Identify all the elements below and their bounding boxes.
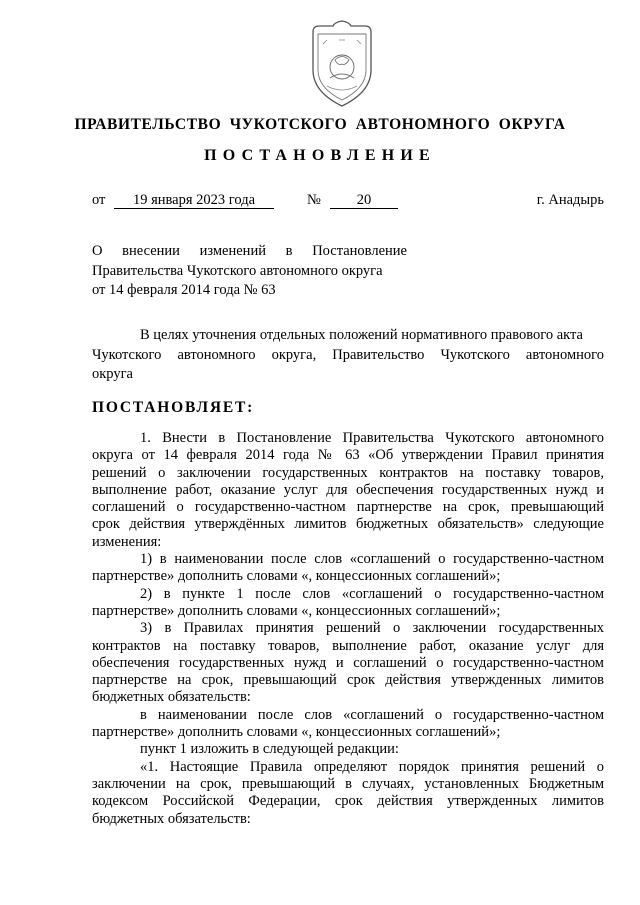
subject-line-3: от 14 февраля 2014 года № 63 xyxy=(92,282,276,298)
document-date: 19 января 2023 года xyxy=(114,192,274,209)
document-subject xyxy=(92,242,407,301)
paragraph-4: 3) в Правилах принятия решений о заключении государственных контрактов на поставку товаров, выполнение работ, оказание услуг для обеспечения государственных нужд и соглашений о государственно-частном партнерстве на срок, превышающий срок действия утвержденных лимитов бюджетных обязательств: xyxy=(92,620,604,706)
number-label: № xyxy=(307,192,321,208)
document-meta-row xyxy=(92,192,604,212)
preamble-line-2: Чукотского автономного округа, Правительство Чукотского автономного xyxy=(92,346,604,363)
preamble-line-3: округа xyxy=(92,366,133,382)
document-number: 20 xyxy=(330,192,398,209)
paragraph-7: «1. Настоящие Правила определяют порядок принятия решений о заключении на срок, превышающий в случаях, установленных Бюджетным кодексом Российской Федерации, срок действия утвержденных лимитов бюджетных обязательств: xyxy=(92,758,604,827)
paragraph-1: 1. Внести в Постановление Правительства Чукотского автономного округа от 14 февраля 2014 года № 63 «Об утверждении Правил принятия решений о заключении государственных контрактов на поставку товаров, выполнение работ, оказание услуг для обеспечения государственных нужд и соглашений о государственно-частном партнерстве на срок, превышающий срок действия утверждённых лимитов бюджетных обязательств» следующие изменения: xyxy=(92,430,604,550)
government-title: ПРАВИТЕЛЬСТВО ЧУКОТСКОГО АВТОНОМНОГО ОКРУГА xyxy=(74,116,566,133)
subject-line-1: О внесении изменений в Постановление xyxy=(92,243,407,259)
paragraph-5: в наименовании после слов «соглашений о государственно-частном партнерстве» дополнить словами «, концессионных соглашений»; xyxy=(92,706,604,741)
resolution-body xyxy=(92,430,604,828)
subject-line-2: Правительства Чукотского автономного округа xyxy=(92,262,383,279)
paragraph-6: пункт 1 изложить в следующей редакции: xyxy=(140,741,399,758)
document-type-heading: ПОСТАНОВЛЕНИЕ xyxy=(204,147,436,164)
preamble-paragraph xyxy=(92,326,604,385)
paragraph-3: 2) в пункте 1 после слов «соглашений о государственно-частном партнерстве» дополнить словами «, концессионных соглашений»; xyxy=(92,585,604,619)
paragraph-2: 1) в наименовании после слов «соглашений о государственно-частном партнерстве» дополнить словами «, концессионных соглашений»; xyxy=(92,551,604,585)
date-label: от xyxy=(92,192,106,208)
resolves-heading: ПОСТАНОВЛЯЕТ: xyxy=(92,399,255,416)
preamble-line-1: В целях уточнения отдельных положений нормативного правового акта xyxy=(140,327,583,343)
document-city: г. Анадырь xyxy=(536,192,604,208)
coat-of-arms-emblem xyxy=(305,20,379,110)
